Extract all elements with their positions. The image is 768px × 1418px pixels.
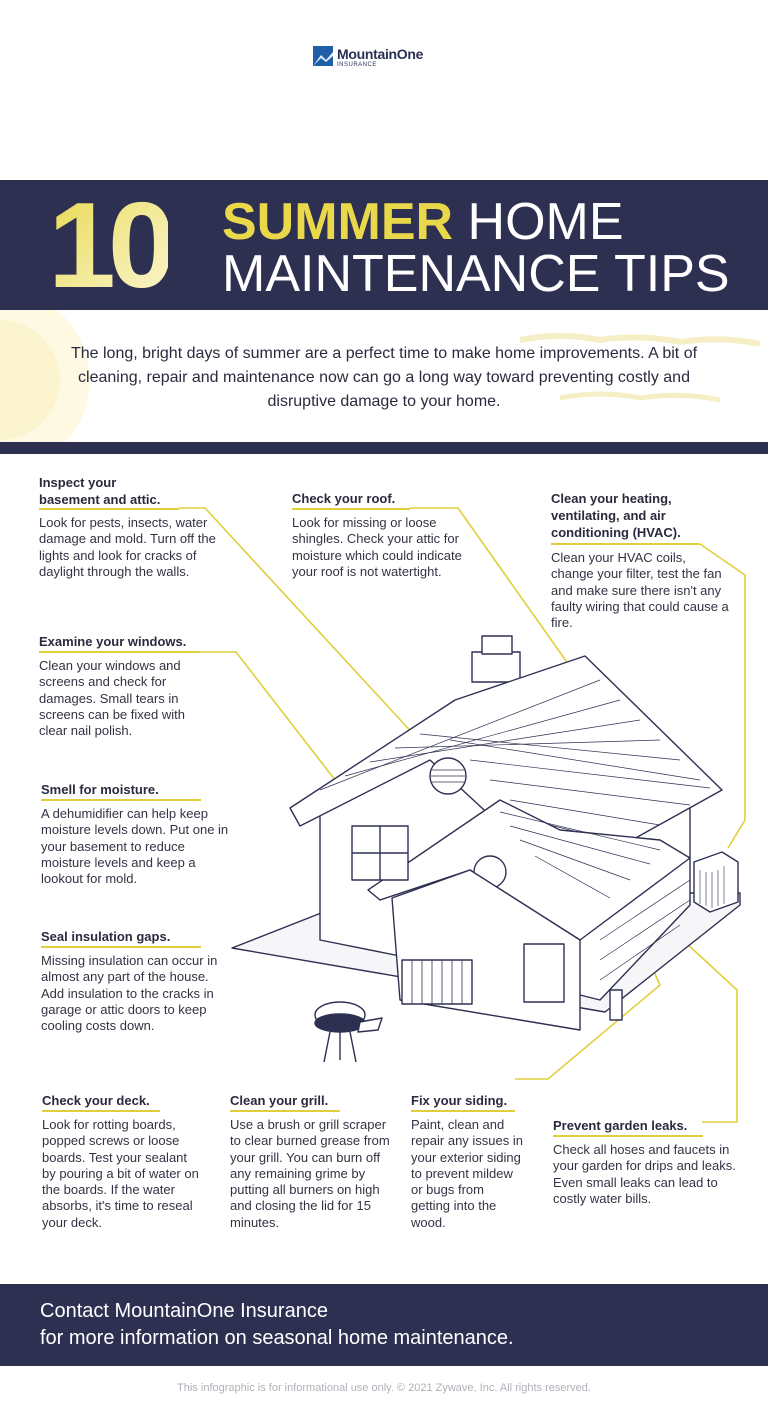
tip-hvac-title-line2: ventilating, and air xyxy=(551,508,666,523)
tip-insulation-rule xyxy=(41,946,201,948)
tip-grill-body: Use a brush or grill scraper to clear burned grease from your grill. You can burn off any remaining grime by putting all burners on high and closing the lid for 15 minutes. xyxy=(230,1117,390,1230)
porch-roof xyxy=(368,800,690,940)
grill xyxy=(315,1002,365,1028)
porch xyxy=(392,870,580,1030)
company-logo xyxy=(313,46,443,72)
tip-basement-body: Look for pests, insects, water damage and mold. Turn off the lights and look for cracks of daylight through the walls. xyxy=(39,515,216,579)
divider-band xyxy=(0,442,768,454)
tip-basement-title xyxy=(39,474,239,508)
window xyxy=(352,826,408,880)
hvac-unit xyxy=(694,852,738,912)
house-wall xyxy=(320,720,520,980)
ground-slab xyxy=(232,893,740,1012)
chimney xyxy=(472,652,520,682)
tip-roof-body: Look for missing or loose shingles. Check your attic for moisture which could indicate your roof is not watertight. xyxy=(292,515,462,579)
tip-moisture-rule xyxy=(41,799,201,801)
attic-vent xyxy=(430,758,466,794)
leader-line-garden xyxy=(672,930,737,1122)
tip-garden-title: Prevent garden leaks. xyxy=(553,1118,688,1133)
tip-roof-title: Check your roof. xyxy=(292,491,396,506)
grill-tray xyxy=(358,1018,382,1032)
tip-hvac-body: Clean your HVAC coils, change your filter, test the fan and make sure there isn't any faulty wiring that could cause a fire. xyxy=(551,550,729,631)
mountain-logo-icon xyxy=(313,46,333,66)
tip-windows-rule xyxy=(39,651,200,653)
tip-deck-title: Check your deck. xyxy=(42,1093,150,1108)
footer-contact-line1: Contact MountainOne Insurance xyxy=(40,1300,328,1322)
tip-insulation-body: Missing insulation can occur in almost any part of the house. Add insulation to the cracks in garage or attic doors to keep cooling costs down. xyxy=(41,953,218,1034)
footer-banner xyxy=(0,1284,768,1366)
front-door xyxy=(524,944,564,1002)
tip-windows-title: Examine your windows. xyxy=(39,634,187,649)
tip-basement-title-line2: basement and attic. xyxy=(39,492,161,507)
footer-contact-line2: for more information on seasonal home maintenance. xyxy=(40,1327,514,1349)
leader-line-siding xyxy=(515,952,660,1079)
gable-vent xyxy=(474,856,506,888)
chimney-top xyxy=(482,636,512,654)
hero-number: 10 xyxy=(48,180,168,310)
tip-hvac-title-line3: conditioning (HVAC). xyxy=(551,525,681,540)
tip-hvac-title-line1: Clean your heating, xyxy=(551,491,672,506)
tip-garden-body: Check all hoses and faucets in your garden for drips and leaks. Even small leaks can lead to costly water bills. xyxy=(553,1142,736,1206)
tip-siding-body: Paint, clean and repair any issues in your exterior siding to prevent mildew or bugs from getting into the wood. xyxy=(411,1117,523,1230)
tip-basement-rule xyxy=(39,508,179,510)
tip-roof-rule xyxy=(292,508,410,510)
tip-grill-rule xyxy=(230,1110,340,1112)
hero-title-highlight: SUMMER xyxy=(222,193,454,251)
downspout xyxy=(610,990,622,1020)
tip-deck-body: Look for rotting boards, popped screws or loose boards. Test your sealant by pouring a bit of water on the boards. If the water absorbs, it's time to reseal your deck. xyxy=(42,1117,199,1230)
tip-windows-body: Clean your windows and screens and check for damages. Small tears in screens can be fixed with clear nail polish. xyxy=(39,658,185,739)
tip-garden-rule xyxy=(553,1135,703,1137)
hero-title-rest: HOME xyxy=(453,193,624,251)
tip-hvac-title xyxy=(551,490,751,541)
tip-grill-title: Clean your grill. xyxy=(230,1093,329,1108)
hero-title-line2: MAINTENANCE TIPS xyxy=(222,245,730,303)
tip-siding-rule xyxy=(411,1110,515,1112)
disclaimer: This infographic is for informational use only. © 2021 Zywave, Inc. All rights reserved. xyxy=(177,1382,591,1394)
intro-paragraph: The long, bright days of summer are a perfect time to make home improvements. A bit of cleaning, repair and maintenance now can go a long way toward preventing costly and disruptive damage to your home. xyxy=(70,345,698,410)
house-side-wall xyxy=(520,790,690,1000)
tip-siding-title: Fix your siding. xyxy=(411,1093,508,1108)
tip-deck-rule xyxy=(42,1110,160,1112)
tip-moisture-body: A dehumidifier can help keep moisture levels down. Put one in your basement to reduce moisture levels and keep a lookout for mold. xyxy=(41,806,229,887)
logo-subtitle: INSURANCE xyxy=(337,62,377,68)
main-roof xyxy=(290,656,722,880)
tip-insulation-title: Seal insulation gaps. xyxy=(41,929,171,944)
tip-hvac-rule xyxy=(551,543,699,545)
porch-railing xyxy=(402,960,472,1004)
tip-moisture-title: Smell for moisture. xyxy=(41,782,159,797)
logo-name: MountainOne xyxy=(337,46,424,62)
hero-title-line1 xyxy=(222,193,624,251)
tip-basement-title-line1: Inspect your xyxy=(39,475,117,490)
